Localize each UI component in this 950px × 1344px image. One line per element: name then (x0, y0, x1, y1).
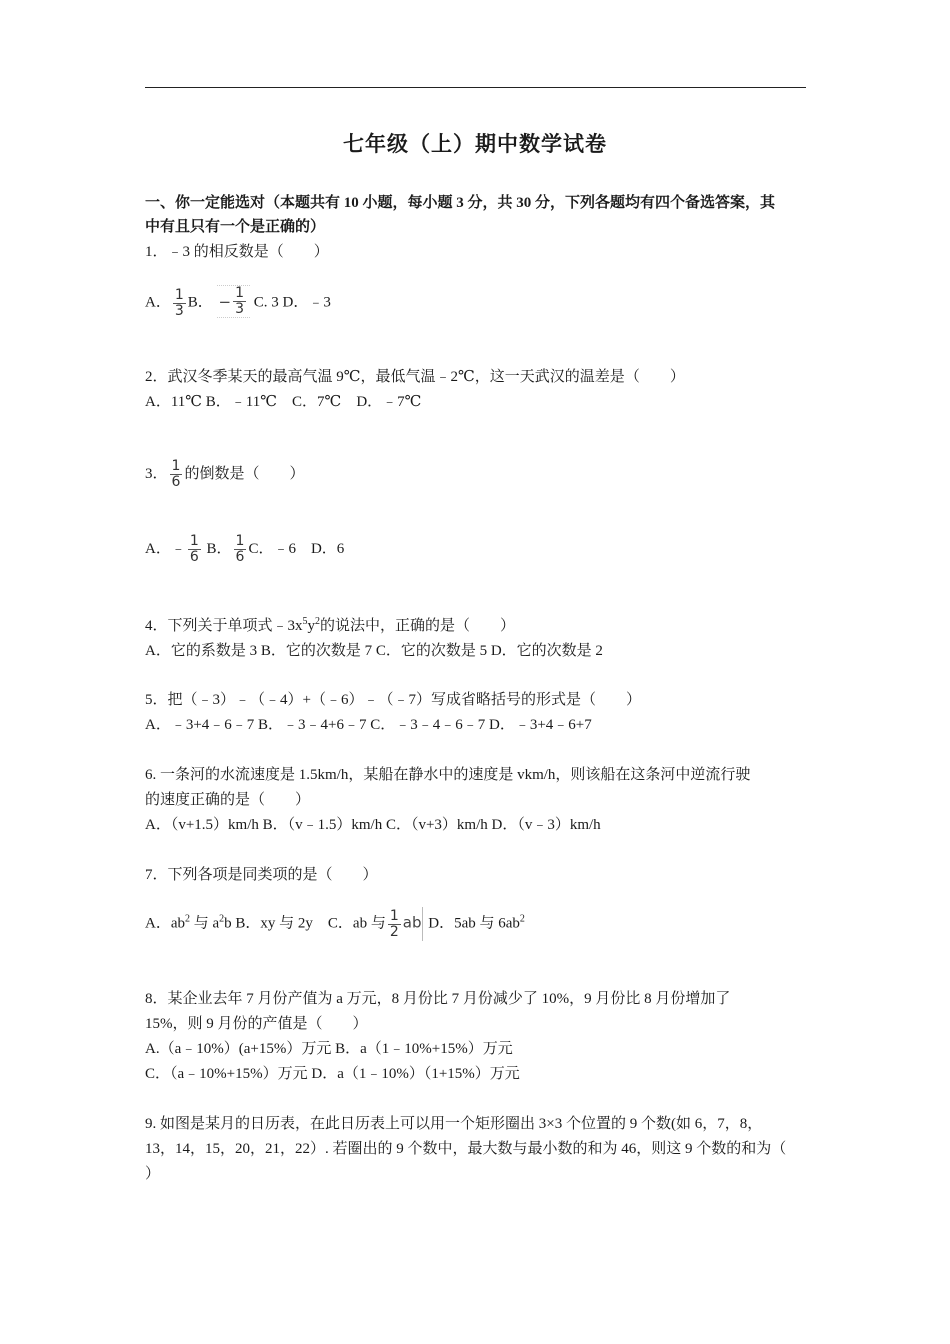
q4-sup1: 5 (302, 616, 308, 627)
q4-stem (145, 616, 515, 636)
q1-cd: C. 3 D．﹣3 (253, 294, 331, 311)
q9-line3: ） (145, 1166, 161, 1182)
q7-d-sup: 2 (519, 913, 525, 925)
q4-mid: y (307, 618, 316, 634)
q3-stem (145, 459, 304, 490)
q3-options (145, 534, 344, 565)
q7-a-sup1: 2 (185, 913, 190, 925)
q3-a-label: A．﹣ (145, 540, 186, 557)
header-rule (145, 87, 806, 88)
q1-a-den: 3 (174, 302, 184, 319)
q2-options: A．11℃ B．﹣11℃ C．7℃ D．﹣7℃ (145, 394, 422, 410)
q7-a3: b B．xy 与 2y C．ab 与 (224, 915, 386, 932)
q3-prefix: 3． (145, 465, 168, 482)
q4-sup2: 2 (315, 616, 321, 627)
q1-b-fraction (217, 285, 251, 318)
q3-cd: C．﹣6 D．6 (248, 540, 345, 557)
q9-line1: 9. 如图是某月的日历表，在此日历表上可以用一个矩形圈出 3×3 个位置的 9 个数(如 6，7，8， (145, 1116, 763, 1132)
q3-b-fraction (234, 534, 247, 565)
q7-c-fraction (388, 909, 401, 940)
q1-stem: 1．﹣3 的相反数是（ ） (145, 244, 329, 260)
q3-b-den: 6 (235, 549, 245, 565)
q7-a2: 与 a (190, 915, 220, 932)
q1-b-frac-inner (233, 286, 246, 317)
q1-b-num: 1 (235, 285, 245, 301)
q1-a-fraction (173, 288, 186, 319)
q1-a-label: A． (145, 294, 171, 311)
q3-b-num: 1 (235, 533, 245, 549)
q5-options: A．﹣3+4﹣6﹣7 B．﹣3﹣4+6﹣7 C．﹣3﹣4﹣6﹣7 D．﹣3+4﹣6+7 (145, 717, 592, 733)
q7-stem: 7．下列各项是同类项的是（ ） (145, 867, 378, 883)
q8-options1: A.（a﹣10%）(a+15%）万元 B．a（1﹣10%+15%）万元 (145, 1041, 513, 1057)
q1-b-den: 3 (235, 301, 245, 317)
q8-line2: 15%，则 9 月份的产值是（ ） (145, 1016, 368, 1032)
q1-b-label: B． (187, 294, 213, 311)
q3-a-fraction (188, 534, 201, 565)
section-heading-line1: 一、你一定能选对（本题共有 10 小题，每小题 3 分，共 30 分，下列各题均有四个备选答案，其 (145, 195, 776, 211)
q3-den: 6 (171, 474, 181, 490)
q1-options (145, 285, 331, 319)
q7-c-den: 2 (389, 923, 399, 940)
q7-a1: A．ab (145, 915, 185, 932)
q3-a-den: 6 (189, 549, 199, 565)
q6-options: A．（v+1.5）km/h B．（v﹣1.5）km/h C．（v+3）km/h D．（v﹣3）km/h (145, 817, 601, 833)
q5-stem: 5．把（﹣3）﹣（﹣4）+（﹣6）﹣（﹣7）写成省略括号的形式是（ ） (145, 692, 641, 708)
q7-c-num: 1 (389, 907, 399, 924)
q1-a-num: 1 (174, 286, 184, 303)
q7-options (145, 907, 525, 941)
q3-num: 1 (171, 458, 181, 474)
q6-line1: 6. 一条河的水流速度是 1.5km/h，某船在静水中的速度是 vkm/h，则该船在这条河中逆流行驶 (145, 767, 751, 783)
q1-b-sign: − (218, 292, 232, 311)
q8-line1: 8．某企业去年 7 月份产值为 a 万元，8 月份比 7 月份减少了 10%，9 月份比 8 月份增加了 (145, 991, 731, 1007)
q8-options2: C．（a﹣10%+15%）万元 D．a（1﹣10%）（1+15%）万元 (145, 1066, 520, 1082)
q4-pre: 4．下列关于单项式﹣3x (145, 618, 303, 634)
q3-b-label: B． (206, 540, 232, 557)
q3-fraction (170, 459, 183, 490)
q9-line2: 13，14，15，20，21，22）. 若圈出的 9 个数中，最大数与最小数的和为 46，则这 9 个数的和为（ (145, 1141, 787, 1157)
q7-d1: D．5ab 与 6ab (424, 915, 520, 932)
q4-options: A．它的系数是 3 B．它的次数是 7 C．它的次数是 5 D．它的次数是 2 (145, 643, 603, 659)
q4-post: 的说法中，正确的是（ ） (320, 618, 516, 634)
q2-stem: 2．武汉冬季某天的最高气温 9℃，最低气温﹣2℃，这一天武汉的温差是（ ） (145, 369, 685, 385)
page-title: 七年级（上）期中数学试卷 (343, 132, 607, 156)
q3-suffix: 的倒数是（ ） (184, 465, 305, 482)
q7-c-var: ab (402, 913, 422, 932)
q7-a-sup2: 2 (219, 913, 225, 925)
q3-a-num: 1 (189, 533, 199, 549)
q6-line2: 的速度正确的是（ ） (145, 792, 311, 808)
section-heading-line2: 中有且只有一个是正确的） (145, 219, 326, 235)
